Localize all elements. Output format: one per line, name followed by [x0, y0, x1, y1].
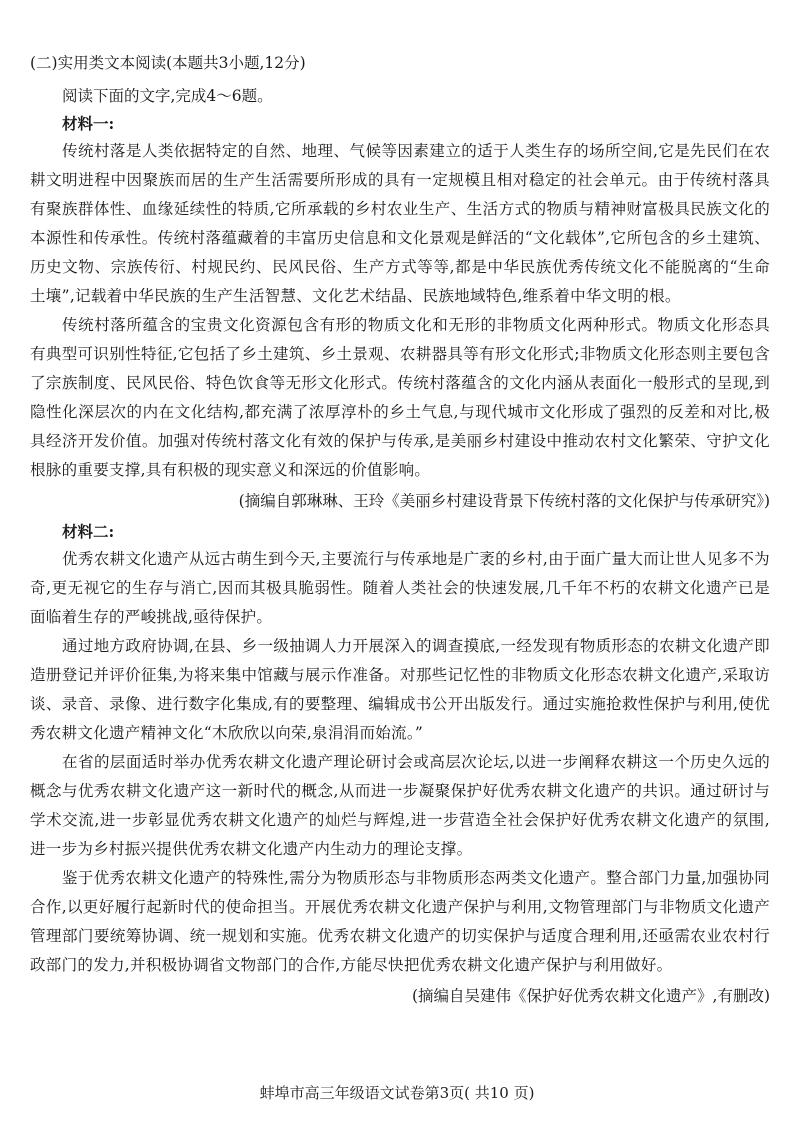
material-2-paragraph: 鉴于优秀农耕文化遗产的特殊性,需分为物质形态与非物质形态两类文化遗产。整合部门力量,加强协同合作,以更好履行起新时代的使命担当。开展优秀农耕文化遗产保护与利用,文物管理部门与非物质文化遗产管理部门要统筹协调、统一规划和实施。优秀农耕文化遗产的切实保护与适度合理利用,还亟需农业农村行政部门的发力,并积极协调省文物部门的合作,方能尽快把优秀农耕文化遗产保护与利用做好。	[30, 869, 770, 974]
page-footer: 蚌埠市高三年级语文试卷第3页( 共10 页)	[259, 1084, 535, 1102]
material-2-label: 材料二:	[62, 522, 115, 541]
material-1-label: 材料一:	[62, 114, 115, 133]
material-2-paragraph: 优秀农耕文化遗产从远古萌生到今天,主要流行与传承地是广袤的乡村,由于面广量大而让世人见多不为奇,更无视它的生存与消亡,因而其极具脆弱性。随着人类社会的快速发展,几千年不朽的农耕文化遗产已是面临着生存的严峻挑战,亟待保护。	[30, 550, 770, 626]
material-2-paragraph: 在省的层面适时举办优秀农耕文化遗产理论研讨会或高层次论坛,以进一步阐释农耕这一个历史久远的概念与优秀农耕文化遗产这一新时代的概念,从而进一步凝聚保护好优秀农耕文化遗产的共识。通过研讨与学术交流,进一步彰显优秀农耕文化遗产的灿烂与辉煌,进一步营造全社会保护好优秀农耕文化遗产的氛围,进一步为乡村振兴提供优秀农耕文化遗产内生动力的理论支撑。	[30, 753, 770, 858]
material-2-source: (摘编自吴建伟《保护好优秀农耕文化遗产》,有删改)	[411, 987, 770, 1005]
section-title: (二)实用类文本阅读(本题共3小题,12分)	[30, 54, 306, 72]
material-1-paragraph: 传统村落所蕴含的宝贵文化资源包含有形的物质文化和无形的非物质文化两种形式。物质文化形态具有典型可识别性特征,它包括了乡土建筑、乡土景观、农耕器具等有形文化形式;非物质文化形态则主要包含了宗族制度、民风民俗、特色饮食等无形文化形式。传统村落蕴含的文化内涵从表面化一般形式的呈现,到隐性化深层次的内在文化结构,都充满了浓厚淳朴的乡土气息,与现代城市文化形成了强烈的反差和对比,极具经济开发价值。加强对传统村落文化有效的保护与传承,是美丽乡村建设中推动农村文化繁荣、守护文化根脉的重要支撑,具有积极的现实意义和深远的价值影响。	[30, 316, 770, 479]
reading-instruction: 阅读下面的文字,完成4～6题。	[62, 87, 273, 105]
material-2-paragraph: 通过地方政府协调,在县、乡一级抽调人力开展深入的调查摸底,一经发现有物质形态的农耕文化遗产即造册登记并评价征集,为将来集中馆藏与展示作准备。对那些记忆性的非物质文化形态农耕文化遗产,采取访谈、录音、录像、进行数字化集成,有的要整理、编辑成书公开出版发行。通过实施抢救性保护与利用,使优秀农耕文化遗产精神文化“木欣欣以向荣,泉涓涓而始流。”	[30, 637, 770, 742]
material-1-paragraph: 传统村落是人类依据特定的自然、地理、气候等因素建立的适于人类生存的场所空间,它是先民们在农耕文明进程中因聚族而居的生产生活需要所形成的具有一定规模且相对稳定的社会单元。由于传统村落具有聚族群体性、血缘延续性的特质,它所承载的乡村农业生产、生活方式的物质与精神财富极具民族文化的本源性和传承性。传统村落蕴藏着的丰富历史信息和文化景观是鲜活的“文化载体”,它所包含的乡土建筑、历史文物、宗族传衍、村规民约、民风民俗、生产方式等等,都是中华民族优秀传统文化不能脱离的“生命土壤”,记载着中华民族的生产生活智慧、文化艺术结晶、民族地域特色,维系着中华文明的根。	[30, 142, 770, 305]
material-1-source: (摘编自郭琳琳、王玲《美丽乡村建设背景下传统村落的文化保护与传承研究》)	[238, 492, 770, 510]
exam-page	[30, 50, 770, 1013]
